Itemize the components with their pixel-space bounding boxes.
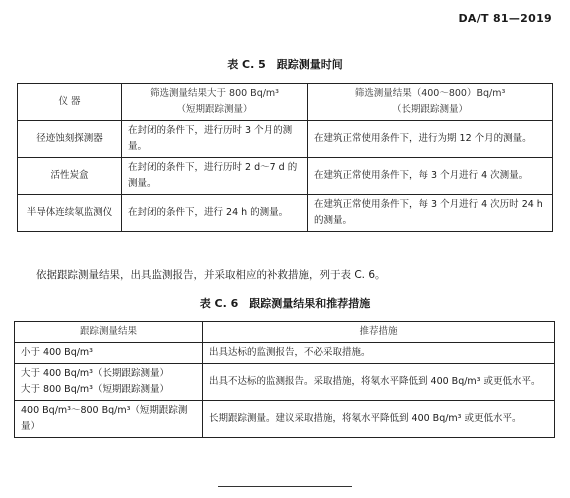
table-row xyxy=(18,158,553,195)
end-rule xyxy=(218,486,352,487)
table-row xyxy=(15,343,555,364)
table-header-cell: 推荐措施 xyxy=(203,322,555,343)
table-cell: 出具不达标的监测报告。采取措施，将氡水平降低到 400 Bq/m³ 或更低水平。 xyxy=(203,364,555,401)
body-paragraph: 依据跟踪测量结果，出具监测报告，并采取相应的补救措施，列于表 C. 6。 xyxy=(36,269,386,281)
table-header-cell: 筛选测量结果大于 800 Bq/m³ （短期跟踪测量） xyxy=(122,84,308,121)
table-row xyxy=(18,121,553,158)
table-cell: 在封闭的条件下，进行历时 2 d～7 d 的测量。 xyxy=(122,158,308,195)
table-c5-caption: 表 C. 5 跟踪测量时间 xyxy=(227,58,343,71)
table-c6 xyxy=(14,321,555,438)
table-header-row xyxy=(15,322,555,343)
document-code: DA/T 81—2019 xyxy=(458,12,552,25)
table-cell: 出具达标的监测报告，不必采取措施。 xyxy=(203,343,555,364)
table-header-cell: 仪 器 xyxy=(18,84,122,121)
table-c6-caption: 表 C. 6 跟踪测量结果和推荐措施 xyxy=(199,297,371,310)
table-cell: 在封闭的条件下，进行历时 3 个月的测量。 xyxy=(122,121,308,158)
table-cell: 在封闭的条件下，进行 24 h 的测量。 xyxy=(122,195,308,232)
table-cell: 在建筑正常使用条件下，每 3 个月进行 4 次历时 24 h 的测量。 xyxy=(308,195,553,232)
table-header-cell: 跟踪测量结果 xyxy=(15,322,203,343)
table-cell: 大于 400 Bq/m³（长期跟踪测量） 大于 800 Bq/m³（短期跟踪测量） xyxy=(15,364,203,401)
table-c5 xyxy=(17,83,553,232)
table-row xyxy=(18,195,553,232)
table-header-row xyxy=(18,84,553,121)
table-cell: 径迹蚀刻探测器 xyxy=(18,121,122,158)
table-row xyxy=(15,364,555,401)
table-cell: 在建筑正常使用条件下，每 3 个月进行 4 次测量。 xyxy=(308,158,553,195)
table-cell: 半导体连续氡监测仪 xyxy=(18,195,122,232)
table-cell: 长期跟踪测量。建议采取措施，将氡水平降低到 400 Bq/m³ 或更低水平。 xyxy=(203,401,555,438)
table-header-cell: 筛选测量结果（400～800）Bq/m³ （长期跟踪测量） xyxy=(308,84,553,121)
table-cell: 在建筑正常使用条件下，进行为期 12 个月的测量。 xyxy=(308,121,553,158)
table-row xyxy=(15,401,555,438)
table-cell: 400 Bq/m³～800 Bq/m³（短期跟踪测量） xyxy=(15,401,203,438)
table-cell: 活性炭盒 xyxy=(18,158,122,195)
table-cell: 小于 400 Bq/m³ xyxy=(15,343,203,364)
